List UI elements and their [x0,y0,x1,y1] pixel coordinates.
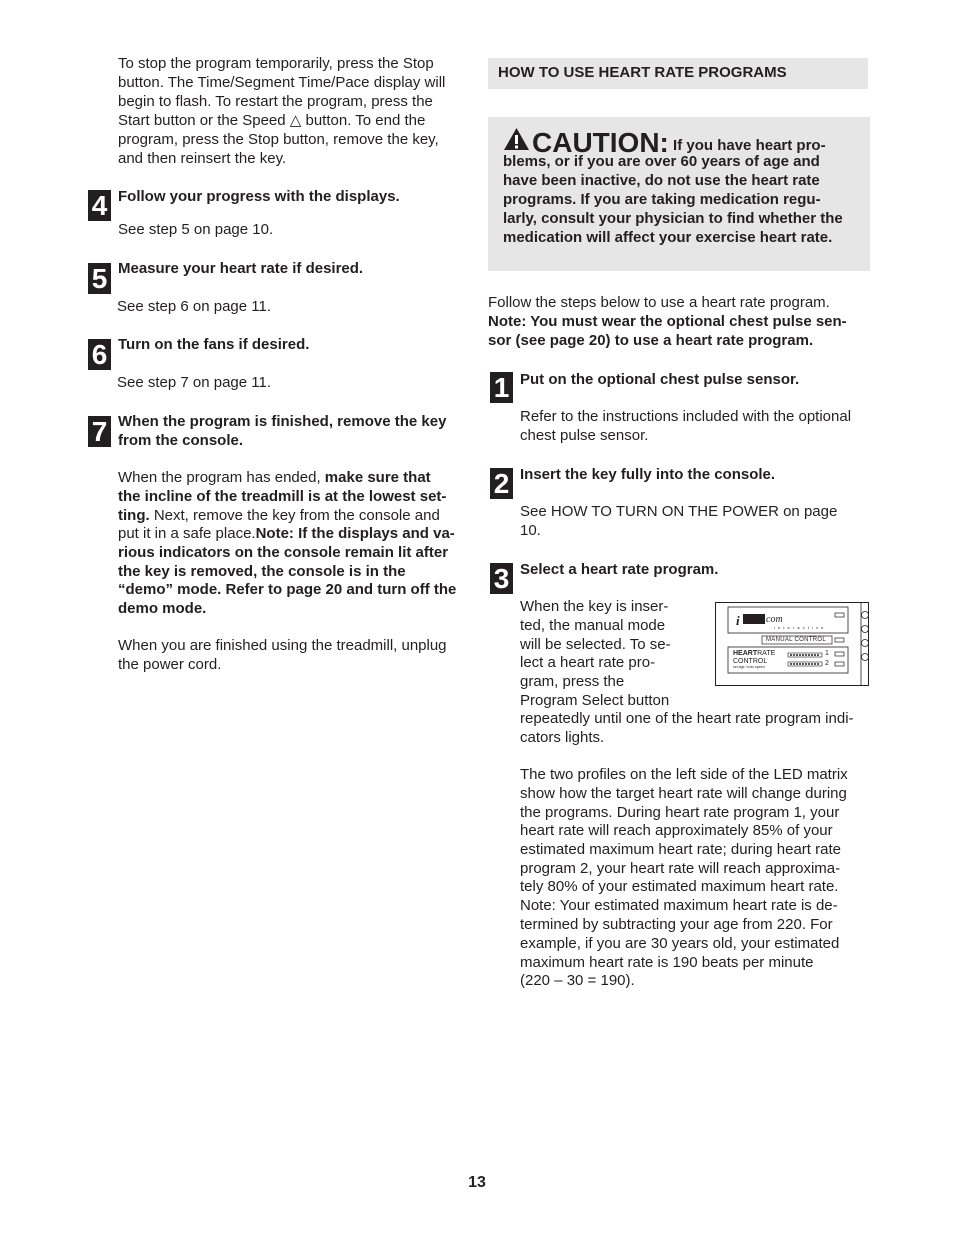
step3-p2-line: show how the target heart rate will change during [520,785,847,802]
step-body-2-line: See HOW TO TURN ON THE POWER on page [520,503,838,520]
step7-line: the power cord. [118,656,222,673]
left-intro-line: program, press the Stop button, remove the key, [118,131,439,148]
step7-line: “demo” mode. Refer to page 20 and turn off the [118,581,457,598]
step3-p2-line: example, if you are 30 years old, your estimated [520,935,840,952]
caution-first-line [503,127,861,158]
step7-line [118,469,431,488]
step7-line: rious indicators on the console remain lit after [118,544,449,561]
step-title-6: Turn on the fans if desired. [118,336,310,353]
step7-line [118,507,440,526]
step3-p2-line: estimated maximum heart rate; during heart rate [520,841,841,858]
step3-p2-line: the programs. During heart rate program 1, your [520,804,840,821]
section-header [488,58,868,89]
step-number-5: 5 [88,263,111,294]
step-number-4: 4 [88,190,111,221]
caution-line: have been inactive, do not use the heart rate [503,171,820,189]
step-number-6: 6 [88,339,111,370]
caution-line: larly, consult your physician to find whether the [503,209,843,227]
page-number: 13 [468,1174,486,1191]
console-illustration [715,602,869,686]
svg-text:i: i [736,613,740,628]
console-program-1: 1 [825,650,829,657]
step-body-4: See step 5 on page 10. [118,221,274,238]
step3-p2-line: Note: Your estimated maximum heart rate is de- [520,897,838,914]
step-body-1-line: chest pulse sensor. [520,427,649,444]
caution-line: medication will affect your exercise heart rate. [503,228,833,246]
step3-p2-line: (220 – 30 = 190). [520,972,635,989]
left-intro-line: and then reinsert the key. [118,150,287,167]
caution-line: blems, or if you are over 60 years of age and [503,153,820,170]
bold-text: make sure that [324,469,431,486]
caution-word: CAUTION: [532,127,669,158]
step3-line: will be selected. To se- [520,636,671,653]
normal-text: put it in a safe place. [118,525,256,542]
console-program-2: 2 [825,660,829,667]
step3-p2-line: tely 80% of your estimated maximum heart rate. [520,878,839,895]
step-title-2: Insert the key fully into the console. [520,466,776,483]
caution-box [488,117,870,271]
step3-line: gram, press the [520,673,625,690]
step-title-5: Measure your heart rate if desired. [118,260,364,277]
step-body-5: See step 6 on page 11. [117,298,272,315]
step3-line: cators lights. [520,729,605,746]
console-heart-rate-label [733,650,775,657]
console-manual-control: MANUAL CONTROL [766,637,826,643]
step-title-7-line: When the program is finished, remove the key [118,413,447,430]
normal-text: Next, remove the key from the console and [149,507,440,524]
left-intro-line: button. The Time/Segment Time/Pace display will [118,74,446,91]
step-body-6: See step 7 on page 11. [117,374,272,391]
step3-p2-line: program 2, your heart rate will reach approxima- [520,860,841,877]
left-intro-line: Start button or the Speed △ button. To end the [118,112,426,129]
step-body-1-line: Refer to the instructions included with the optional [520,408,852,425]
step-number-2: 2 [490,468,513,499]
step-number-1: 1 [490,372,513,403]
step7-line: the incline of the treadmill is at the lowest set- [118,488,447,505]
step-title-4: Follow your progress with the displays. [118,188,400,205]
step3-line: Program Select button [520,692,670,709]
step3-p2-line: maximum heart rate is 190 beats per minute [520,954,814,971]
caution-line: If you have heart pro- [668,137,826,154]
step7-line: When you are finished using the treadmill, unplug [118,637,447,654]
left-intro-line: begin to flash. To restart the program, press the [118,93,433,110]
console-panel-graphic [716,603,868,685]
step-number-3: 3 [490,563,513,594]
caution-text [503,127,861,248]
step3-p2-line: The two profiles on the left side of the LED matrix [520,766,848,783]
console-small-label: set age / max speed [733,665,765,669]
step-title-1: Put on the optional chest pulse sensor. [520,371,800,388]
step-title-7-line: from the console. [118,432,244,449]
bold-text: Note: If the displays and va- [255,525,455,542]
step-title-3: Select a heart rate program. [520,561,719,578]
normal-text: When the program has ended, [118,469,325,486]
step7-line: demo mode. [118,600,207,617]
step7-line: the key is removed, the console is in the [118,563,406,580]
console-rate-word: RATE [757,650,776,657]
step3-line: lect a heart rate pro- [520,654,656,671]
step3-line: ted, the manual mode [520,617,666,634]
warning-triangle-icon [503,127,530,151]
step3-p2-line: heart rate will reach approximately 85% of your [520,822,833,839]
console-logo: com [766,614,783,625]
step-body-2-line: 10. [520,522,541,539]
step3-line: When the key is inser- [520,598,669,615]
heart-rate-note-line: sor (see page 20) to use a heart rate program. [488,332,814,349]
step3-line: repeatedly until one of the heart rate program indi- [520,710,854,727]
console-heart-word: HEART [733,650,758,657]
step7-line [118,525,455,544]
bold-text: ting. [118,507,150,524]
heart-rate-intro: Follow the steps below to use a heart rate program. [488,294,830,311]
section-title: HOW TO USE HEART RATE PROGRAMS [498,64,787,81]
heart-rate-note-line: Note: You must wear the optional chest pulse sen- [488,313,847,330]
console-logo-sub: i n t e r a c t i v e [774,625,825,630]
step3-p2-line: termined by subtracting your age from 220. For [520,916,833,933]
left-intro-line: To stop the program temporarily, press the Stop [118,55,434,72]
console-control-label: CONTROL [733,658,768,665]
caution-line: programs. If you are taking medication regu- [503,190,821,208]
step-number-7: 7 [88,416,111,447]
